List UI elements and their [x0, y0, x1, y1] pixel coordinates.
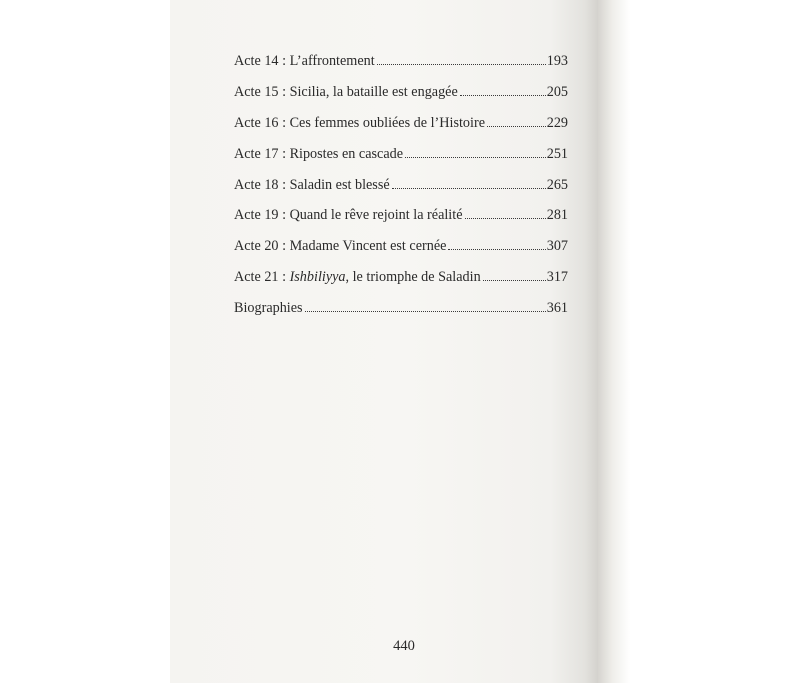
toc-entry-label: Acte 18 : [234, 176, 287, 193]
toc-entry [234, 269, 568, 300]
toc-entry-text: Ripostes en cascade [289, 145, 404, 162]
toc-entry-label: Acte 21 : [234, 269, 287, 286]
toc-entry-title [234, 53, 375, 70]
toc-entry-label: Acte 20 : [234, 238, 287, 255]
dot-leader [483, 280, 546, 281]
toc-entry-title [234, 146, 403, 163]
toc-entry [234, 53, 568, 84]
dot-leader [465, 218, 546, 219]
dot-leader [405, 157, 546, 158]
toc-entry-label: Acte 15 : [234, 83, 287, 100]
toc-entry-page: 281 [546, 207, 568, 224]
toc-entry-page: 251 [546, 145, 568, 162]
toc-entry-text: Ces femmes oubliées de l’Histoire [289, 114, 485, 131]
toc-entry [234, 177, 568, 208]
toc-entry-title [234, 177, 390, 194]
toc-entry-title [234, 238, 446, 255]
toc-entry-text: L’affrontement [289, 53, 375, 69]
toc-entry-page: 307 [546, 238, 568, 255]
toc-entry-page: 205 [546, 83, 568, 100]
toc-entry-label: Acte 16 : [234, 114, 287, 131]
dot-leader [460, 95, 546, 96]
toc-entry-title [234, 84, 458, 101]
dot-leader [305, 311, 546, 312]
toc-entry-text: Madame Vincent est cernée [289, 238, 447, 255]
toc-entry [234, 146, 568, 177]
toc-entry-page: 317 [546, 269, 568, 286]
toc-entry-title [234, 269, 481, 286]
dot-leader [377, 64, 546, 65]
toc-entry-page: 361 [546, 300, 568, 317]
toc-entry [234, 238, 568, 269]
toc-entry-page: 193 [546, 53, 568, 69]
toc-entry-page: 229 [546, 114, 568, 131]
toc-entry-title [234, 207, 463, 224]
toc-entry-text: Sicilia, la bataille est engagée [289, 83, 458, 100]
toc-entry-label: Acte 14 : [234, 53, 287, 69]
toc-entry-text-italic: Ishbiliyya [289, 269, 346, 286]
toc-entry [234, 207, 568, 238]
toc-entry [234, 84, 568, 115]
toc-entry-title [234, 115, 485, 132]
toc-entry-title [234, 300, 303, 317]
toc-entry-label: Acte 19 : [234, 207, 287, 224]
table-of-contents [234, 53, 568, 331]
toc-entry-text: , le triomphe de Saladin [345, 269, 481, 286]
page-number: 440 [393, 638, 415, 654]
dot-leader [448, 249, 545, 250]
toc-entry-text: Quand le rêve rejoint la réalité [289, 207, 463, 224]
toc-entry [234, 300, 568, 331]
dot-leader [487, 126, 546, 127]
toc-entry [234, 115, 568, 146]
toc-entry-page: 265 [546, 176, 568, 193]
page-edge-shadow [598, 0, 630, 683]
toc-entry-text: Saladin est blessé [289, 176, 390, 193]
dot-leader [392, 188, 546, 189]
toc-entry-label: Acte 17 : [234, 145, 287, 162]
toc-entry-text: Biographies [234, 300, 303, 317]
